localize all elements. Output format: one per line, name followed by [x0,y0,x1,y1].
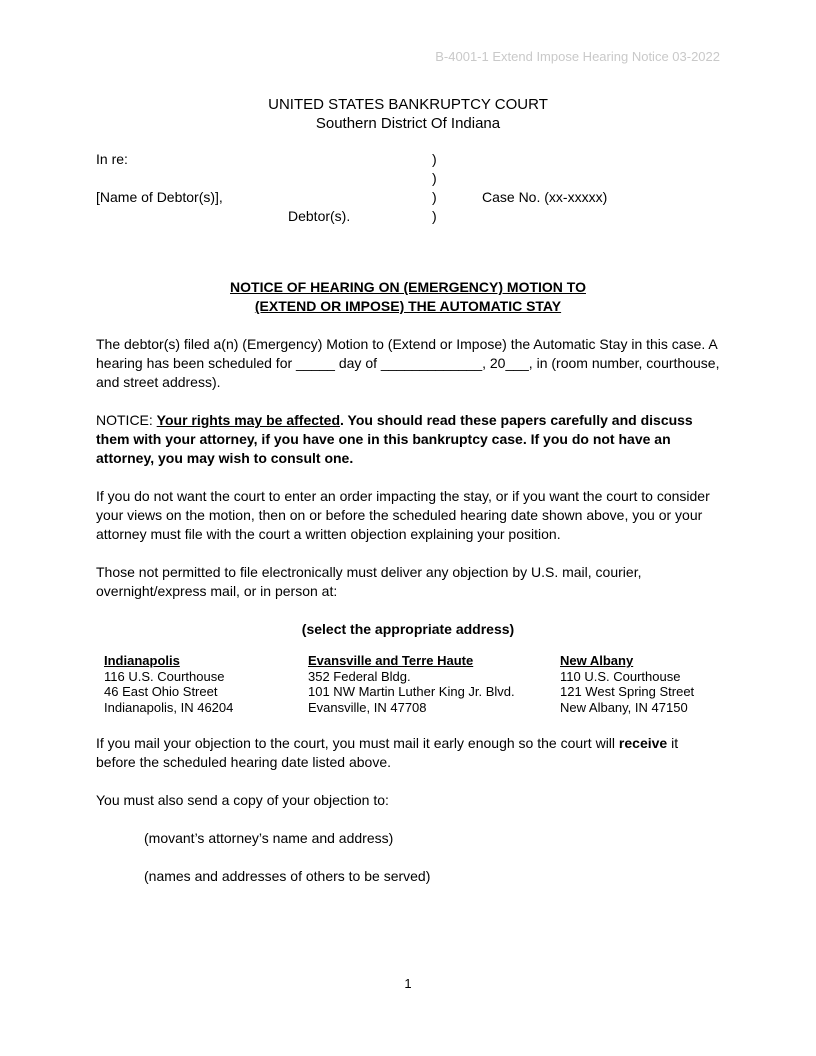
body-paragraph-copy: You must also send a copy of your objection to: [96,792,389,808]
address-line: 101 NW Martin Luther King Jr. Blvd. [308,684,515,699]
court-name: UNITED STATES BANKRUPTCY COURT [268,96,548,113]
debtor-name-placeholder: [Name of Debtor(s)], [96,189,223,205]
form-id-label: B-4001-1 Extend Impose Hearing Notice 03-2022 [435,49,720,64]
document-title [96,278,720,316]
case-caption [96,150,720,226]
body-paragraph-filing: The debtor(s) filed a(n) (Emergency) Motion to (Extend or Impose) the Automatic Stay in this case. A hearing has been scheduled for _____ day of _____________, 20___, in (room number, courthouse, and street address). [96,336,720,390]
address-line: Indianapolis, IN 46204 [104,699,234,715]
notice-label: NOTICE: [96,412,157,428]
mail-text-after: it before the scheduled hearing date listed above. [96,735,679,770]
address-line: 352 Federal Bldg. [308,668,411,684]
court-addresses [96,653,720,715]
body-paragraph-objection: If you do not want the court to enter an order impacting the stay, or if you want the court to consider your views on the motion, then on or before the scheduled hearing date shown above, you or your attorney must file with the court a written objection explaining your position. [96,488,710,542]
notice-emphasis: Your rights may be affected [156,412,341,428]
address-line: New Albany, IN 47150 [560,699,688,715]
case-number-label: Case No. (xx-xxxxx) [482,189,608,205]
address-new-albany [560,653,720,715]
debtor-label: Debtor(s). [288,208,351,224]
address-evansville-terre-haute [308,653,560,715]
address-line: 116 U.S. Courthouse [104,668,225,684]
address-line: 46 East Ohio Street [104,684,218,699]
mail-text-before: If you mail your objection to the court, you must mail it early enough so the court will [96,735,619,751]
mail-receive-emphasis: receive [618,735,668,751]
in-re-label: In re: [96,151,128,167]
court-district: Southern District Of Indiana [315,115,501,132]
document-title-line-2: (EXTEND OR IMPOSE) THE AUTOMATIC STAY [254,298,562,314]
caption-row [96,169,720,188]
caption-row [96,207,720,226]
court-heading [96,95,720,133]
body-paragraph-delivery: Those not permitted to file electronically must deliver any objection by U.S. mail, courier, overnight/express mail, or in person at: [96,564,642,599]
address-line: 121 West Spring Street [560,684,695,699]
address-city-name: New Albany [560,653,634,668]
address-indianapolis [104,653,308,715]
body-paragraph-notice [96,411,720,468]
address-city-name: Indianapolis [104,653,180,668]
others-served-placeholder: (names and addresses of others to be served) [144,868,431,884]
caption-row [96,188,720,207]
caption-row [96,150,720,169]
address-city-name: Evansville and Terre Haute [308,653,474,668]
select-address-heading: (select the appropriate address) [301,621,515,637]
document-title-line-1: NOTICE OF HEARING ON (EMERGENCY) MOTION TO [230,279,586,295]
body-paragraph-mail [96,734,720,772]
page-number: 1 [404,976,412,991]
address-line: 110 U.S. Courthouse [560,668,681,684]
caption-paren: ) [432,170,437,186]
caption-paren: ) [432,189,437,205]
caption-paren: ) [432,208,437,224]
address-line: Evansville, IN 47708 [308,699,427,715]
caption-paren: ) [432,151,437,167]
notice-rest: . You should read these papers carefully and discuss them with your attorney, if you have one in this bankruptcy case. If you do not have an attorney, you may wish to consult one. [96,412,693,466]
movant-attorney-placeholder: (movant’s attorney’s name and address) [144,830,394,846]
